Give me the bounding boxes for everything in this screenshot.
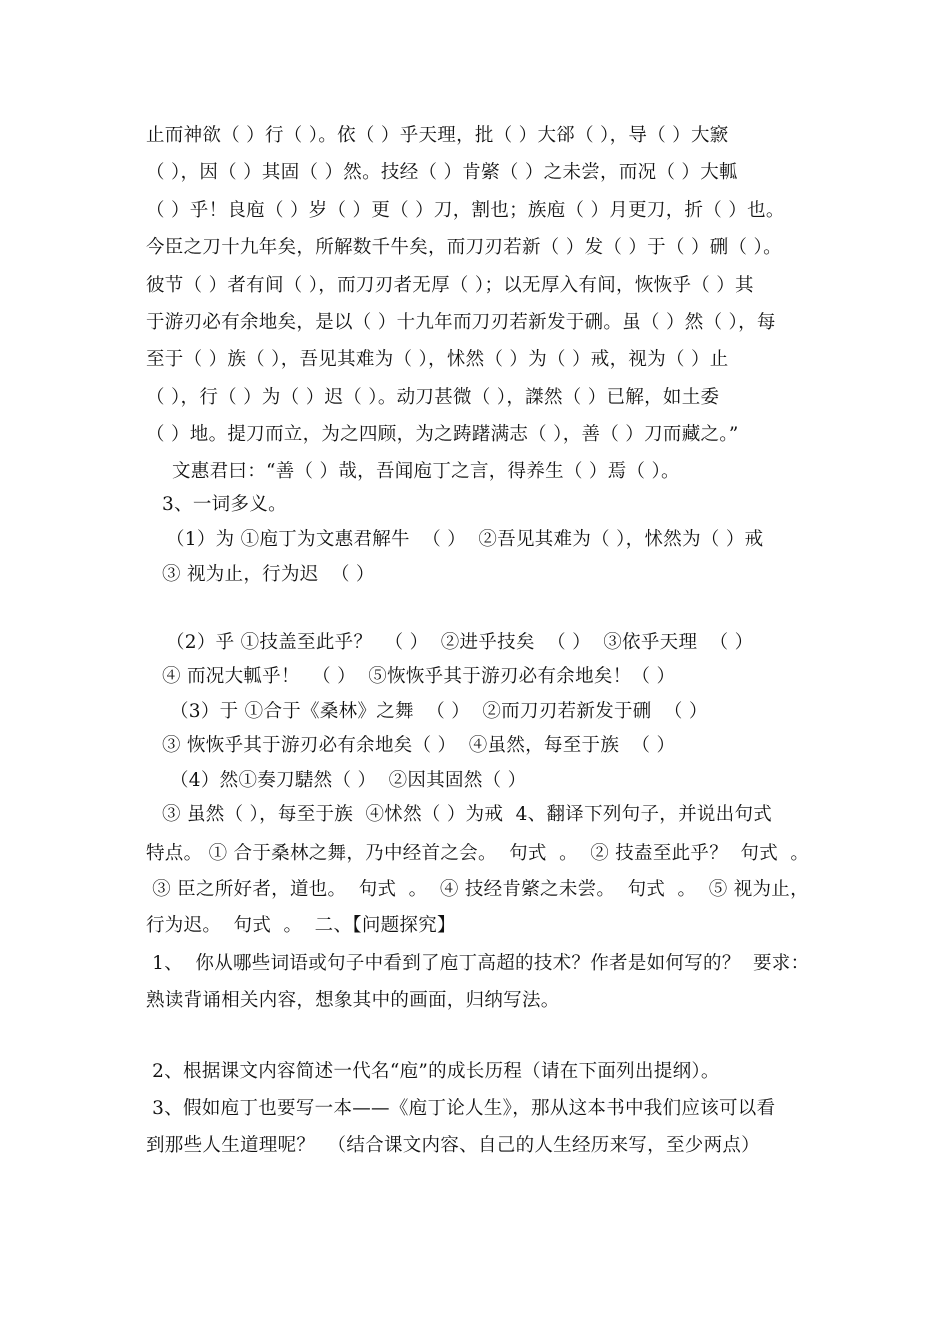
passage-line: 今臣之刀十九年矣，所解数千牛矣，而刀刃若新（ ）发（ ）于（ ）硎（ ）。 [146,237,782,258]
exercise-item: （3）于 ①合于《桑林》之舞 （ ） ②而刀刃若新发于硎 （ ） [170,701,708,722]
passage-line: 于游刃必有余地矣，是以（ ）十九年而刀刃若新发于硎。虽（ ）然（ ），每 [146,312,776,333]
passage-line: （ ）乎！良庖（ ）岁（ ）更（ ）刀，割也；族庖（ ）月更刀，折（ ）也。 [146,200,785,221]
passage-line: （ ）地。提刀而立，为之四顾，为之踌躇满志（ ），善（ ）刀而藏之。” [146,424,739,445]
exercise-item: （2）乎 ①技盖至此乎？ （ ） ②进乎技矣 （ ） ③依乎天理 （ ） [166,632,754,653]
section-heading: 3、一词多义。 [162,494,287,515]
passage-line: （ ），行（ ）为（ ）迟（ ）。动刀甚微（ ），謋然（ ）已解，如土委 [146,387,720,408]
question-line: 熟读背诵相关内容，想象其中的画面，归纳写法。 [146,990,560,1011]
passage-line: （ ），因（ ）其固（ ）然。技经（ ）肯綮（ ）之未尝，而况（ ）大軱 [146,162,738,183]
exercise-item: ④ 而况大軱乎！ （ ） ⑤恢恢乎其于游刃必有余地矣！（ ） [162,666,676,687]
question-line: 2、根据课文内容简述一代名“庖”的成长历程（请在下面列出提纲）。 [146,1061,720,1082]
exercise-item: ③ 臣之所好者，道也。 句式 。 ④ 技经肯綮之未尝。 句式 。 ⑤ 视为止， [146,879,809,900]
exercise-item: 特点。 ① 合于桑林之舞，乃中经首之会。 句式 。 ② 技盍至此乎？ 句式 。 [146,843,810,864]
question-line: 到那些人生道理呢？ （结合课文内容、自己的人生经历来写，至少两点） [146,1135,760,1156]
question-line: 1、 你从哪些词语或句子中看到了庖丁高超的技术？作者是如何写的？ 要求： [146,953,810,974]
exercise-item: 行为迟。 句式 。 二、【问题探究】 [146,915,456,936]
passage-line: 至于（ ）族（ ），吾见其难为（ ），怵然（ ）为（ ）戒，视为（ ）止 [146,349,729,370]
question-line: 3、假如庖丁也要写一本——《庖丁论人生》，那从这本书中我们应该可以看 [146,1098,776,1119]
exercise-item: ③ 恢恢乎其于游刃必有余地矣（ ） ④虽然，每至于族 （ ） [162,735,676,756]
passage-line: 彼节（ ）者有间（ ），而刀刃者无厚（ ）；以无厚入有间，恢恢乎（ ）其 [146,275,754,296]
exercise-item: （1）为 ①庖丁为文惠君解牛 （ ） ②吾见其难为（ ），怵然为（ ）戒 [166,529,764,550]
exercise-item: （4）然①奏刀騞然（ ） ②因其固然（ ） [170,770,527,791]
passage-line: 文惠君曰：“善（ ）哉，吾闻庖丁之言，得养生（ ）焉（ ）。 [172,461,680,482]
exercise-item: ③ 视为止，行为迟 （ ） [162,564,375,585]
exercise-item: ③ 虽然（ ），每至于族 ④怵然（ ）为戒 4、翻译下列句子，并说出句式 [162,804,773,825]
passage-line: 止而神欲（ ）行（ ）。依（ ）乎天理，批（ ）大郤（ ），导（ ）大窾 [146,125,729,146]
